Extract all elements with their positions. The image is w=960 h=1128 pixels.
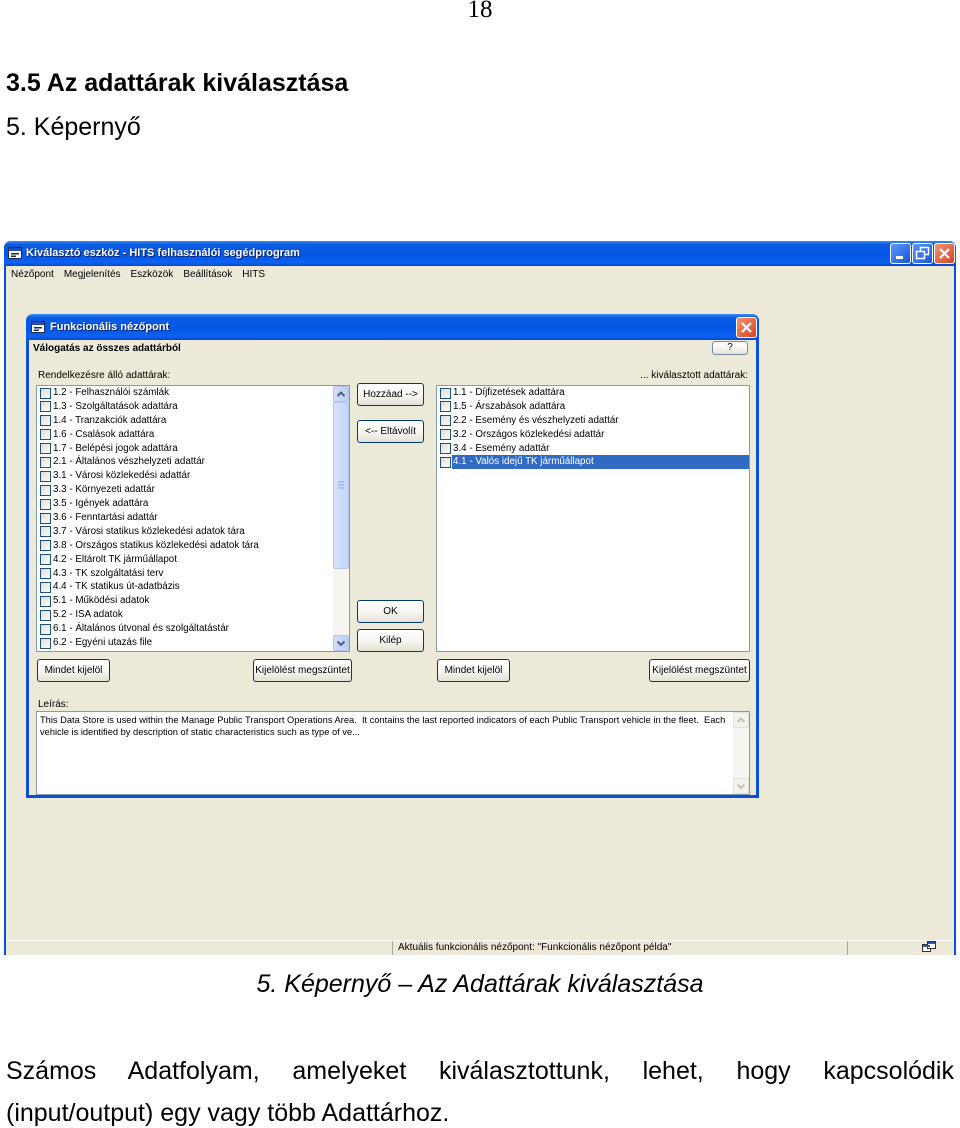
available-list-item-label: 5.1 - Működési adatok: [53, 595, 150, 607]
page-number: 18: [467, 0, 493, 23]
description-text: This Data Store is used within the Manage Public Transport Operations Area. It contains the last reported indicators of each Public Transport vehicle in the fleet. Each vehicle is identified by description of static characteristics such as type of ve...: [40, 715, 728, 737]
selected-list-item-label: 3.4 - Esemény adattár: [453, 442, 550, 454]
scroll-down-button[interactable]: [733, 778, 749, 794]
close-button[interactable]: [934, 243, 955, 264]
checkbox[interactable]: [40, 568, 51, 579]
dialog-title-bar[interactable]: [26, 314, 759, 340]
figure-caption: 5. Képernyő – Az Adattárak kiválasztása: [256, 970, 704, 998]
available-list-item-label: 1.2 - Felhasználói számlák: [53, 387, 169, 398]
available-list-label: Rendelkezésre álló adattárak:: [38, 370, 171, 381]
dialog-functional-viewpoint: [26, 314, 759, 798]
menu-megjelenites[interactable]: Megjelenítés: [63, 269, 121, 280]
available-list-item[interactable]: [37, 636, 333, 650]
window-title: Kiválasztó eszköz - HITS felhasználói segédprogram: [26, 247, 300, 259]
checkbox[interactable]: [40, 540, 51, 551]
menu-nezopont[interactable]: Nézőpont: [11, 269, 54, 280]
selected-list-item[interactable]: [437, 428, 749, 442]
available-list-item-label: 1.7 - Belépési jogok adattára: [53, 442, 178, 454]
available-list-item-label: 4.3 - TK szolgáltatási terv: [53, 567, 164, 579]
scroll-up-button[interactable]: [333, 386, 349, 402]
selected-deselect-all-button[interactable]: Kijelölést megszüntet: [649, 659, 750, 682]
available-list-item[interactable]: [37, 594, 333, 608]
checkbox[interactable]: [40, 401, 51, 412]
available-list-item[interactable]: [37, 553, 333, 567]
status-panel-right: [849, 941, 954, 955]
selected-list-item-label: 1.5 - Árszabások adattára: [453, 400, 566, 412]
available-list-item-label: 3.1 - Városi közlekedési adattár: [53, 470, 191, 482]
selected-list-label: ... kiválasztott adattárak:: [640, 370, 748, 381]
selected-list-item-label: 1.1 - Díjfizetések adattára: [453, 387, 565, 398]
title-bar[interactable]: [4, 241, 956, 266]
help-button[interactable]: ?: [712, 341, 748, 355]
available-list-item[interactable]: [37, 580, 333, 594]
available-list-item-label: 6.1 - Általános útvonal és szolgáltatástár: [53, 623, 229, 635]
available-list-item-label: 1.4 - Tranzakciók adattára: [53, 414, 167, 426]
checkbox[interactable]: [40, 443, 51, 454]
scroll-up-button[interactable]: [733, 712, 749, 728]
description-scrollbar[interactable]: [733, 712, 749, 794]
available-list-item-label: 6.2 - Egyéni utazás file: [53, 637, 153, 649]
dialog-close-button[interactable]: [736, 317, 757, 338]
status-text: Aktuális funkcionális nézőpont: "Funkcionális nézőpont példa": [398, 942, 672, 953]
available-list-item[interactable]: [37, 428, 333, 442]
available-list-item-label: 4.2 - Eltárolt TK járműállapot: [53, 553, 177, 565]
ok-button[interactable]: OK: [357, 600, 424, 623]
selected-list-item[interactable]: [437, 400, 749, 414]
checkbox[interactable]: [440, 443, 451, 454]
available-list-item[interactable]: [37, 608, 333, 622]
available-list-item[interactable]: [37, 469, 333, 483]
available-list-item[interactable]: [37, 483, 333, 497]
status-panel-left: [6, 941, 393, 955]
exit-button[interactable]: Kilép: [357, 629, 424, 652]
available-list-item-label: 3.8 - Országos statikus közlekedési adatok tára: [53, 539, 259, 551]
selected-list-item-label: 4.1 - Valós idejű TK járműállapot: [452, 455, 749, 469]
checkbox[interactable]: [440, 388, 451, 399]
description-label: Leírás:: [38, 699, 69, 710]
checkbox[interactable]: [40, 610, 51, 621]
available-list-item[interactable]: [37, 622, 333, 636]
available-list-item-label: 1.3 - Szolgáltatások adattára: [53, 400, 178, 412]
checkbox[interactable]: [440, 429, 451, 440]
checkbox[interactable]: [40, 582, 51, 593]
selected-list-item[interactable]: [437, 386, 749, 400]
selected-list[interactable]: [436, 385, 750, 652]
available-list-item-label: 3.7 - Városi statikus közlekedési adatok tára: [53, 525, 245, 537]
checkbox[interactable]: [40, 457, 51, 468]
menu-hits[interactable]: HITS: [242, 269, 266, 280]
checkbox[interactable]: [40, 415, 51, 426]
scroll-down-button[interactable]: [333, 635, 349, 651]
available-list-item[interactable]: [37, 386, 333, 400]
menu-beallitasok[interactable]: Beállítások: [183, 269, 233, 280]
remove-button[interactable]: <-- Eltávolít: [357, 420, 424, 443]
selected-list-item[interactable]: [437, 414, 749, 428]
minimize-button[interactable]: [890, 243, 911, 264]
checkbox[interactable]: [40, 471, 51, 482]
checkbox[interactable]: [40, 638, 51, 649]
menu-bar: [6, 266, 954, 283]
scroll-thumb[interactable]: [333, 402, 349, 569]
checkbox[interactable]: [40, 596, 51, 607]
available-list-item-label: 1.6 - Csalások adattára: [53, 428, 155, 440]
available-list-item[interactable]: [37, 414, 333, 428]
body-text-line: Számos Adatfolyam, amelyeket kiválasztottunk, lehet, hogy kapcsolódik: [6, 1057, 954, 1085]
selected-list-item[interactable]: [437, 455, 749, 469]
available-list-item[interactable]: [37, 539, 333, 553]
dialog-subtitle: Válogatás az összes adattárból: [33, 343, 181, 354]
checkbox[interactable]: [440, 415, 451, 426]
checkbox[interactable]: [440, 401, 451, 412]
selected-list-item-label: 3.2 - Országos közlekedési adattár: [453, 428, 605, 440]
available-list-item-label: 3.5 - Igények adattára: [53, 498, 149, 510]
checkbox[interactable]: [40, 388, 51, 399]
available-list-item[interactable]: [37, 497, 333, 511]
status-window-icon: [922, 941, 936, 958]
available-list-item[interactable]: [37, 525, 333, 539]
checkbox[interactable]: [440, 457, 451, 468]
available-list-item[interactable]: [37, 400, 333, 414]
menu-eszkozok[interactable]: Eszközök: [130, 269, 174, 280]
dialog-title: Funkcionális nézőpont: [50, 321, 170, 333]
app-icon: [8, 246, 22, 260]
selected-select-all-button[interactable]: Mindet kijelöl: [437, 659, 510, 682]
available-select-all-button[interactable]: Mindet kijelöl: [37, 659, 110, 682]
available-list-item[interactable]: [37, 455, 333, 469]
available-list-item[interactable]: [37, 511, 333, 525]
checkbox[interactable]: [40, 624, 51, 635]
checkbox[interactable]: [40, 554, 51, 565]
checkbox[interactable]: [40, 485, 51, 496]
checkbox[interactable]: [40, 499, 51, 510]
checkbox[interactable]: [40, 429, 51, 440]
body-text-line: (input/output) egy vagy több Adattárhoz.: [6, 1099, 450, 1127]
available-list-item-label: 3.3 - Környezeti adattár: [53, 484, 155, 496]
available-list-item[interactable]: [37, 567, 333, 581]
description-textarea[interactable]: [36, 711, 750, 795]
app-window: [4, 241, 956, 955]
available-deselect-all-button[interactable]: Kijelölést megszüntet: [253, 659, 352, 682]
dialog-icon: [31, 320, 45, 334]
section-heading: 3.5 Az adattárak kiválasztása: [6, 69, 349, 97]
available-list-item-label: 4.4 - TK statikus út-adatbázis: [53, 581, 180, 593]
selected-list-rows: [437, 386, 749, 469]
checkbox[interactable]: [40, 513, 51, 524]
available-list-scrollbar[interactable]: [333, 386, 349, 651]
status-panel-viewpoint: [394, 941, 848, 955]
add-button[interactable]: Hozzáad -->: [357, 383, 424, 406]
available-list-item-label: 2.1 - Általános vészhelyzeti adattár: [53, 456, 205, 468]
selected-list-item-label: 2.2 - Esemény és vészhelyzeti adattár: [453, 414, 619, 426]
available-list-item-label: 3.6 - Fenntartási adattár: [53, 512, 158, 524]
status-bar: [6, 940, 954, 955]
available-list-rows: [37, 386, 333, 650]
checkbox[interactable]: [40, 526, 51, 537]
available-list[interactable]: [36, 385, 350, 652]
screen-label: 5. Képernyő: [6, 113, 141, 141]
available-list-item[interactable]: [37, 442, 333, 456]
restore-button[interactable]: [912, 243, 933, 264]
available-list-item-label: 5.2 - ISA adatok: [53, 609, 123, 621]
selected-list-item[interactable]: [437, 442, 749, 456]
